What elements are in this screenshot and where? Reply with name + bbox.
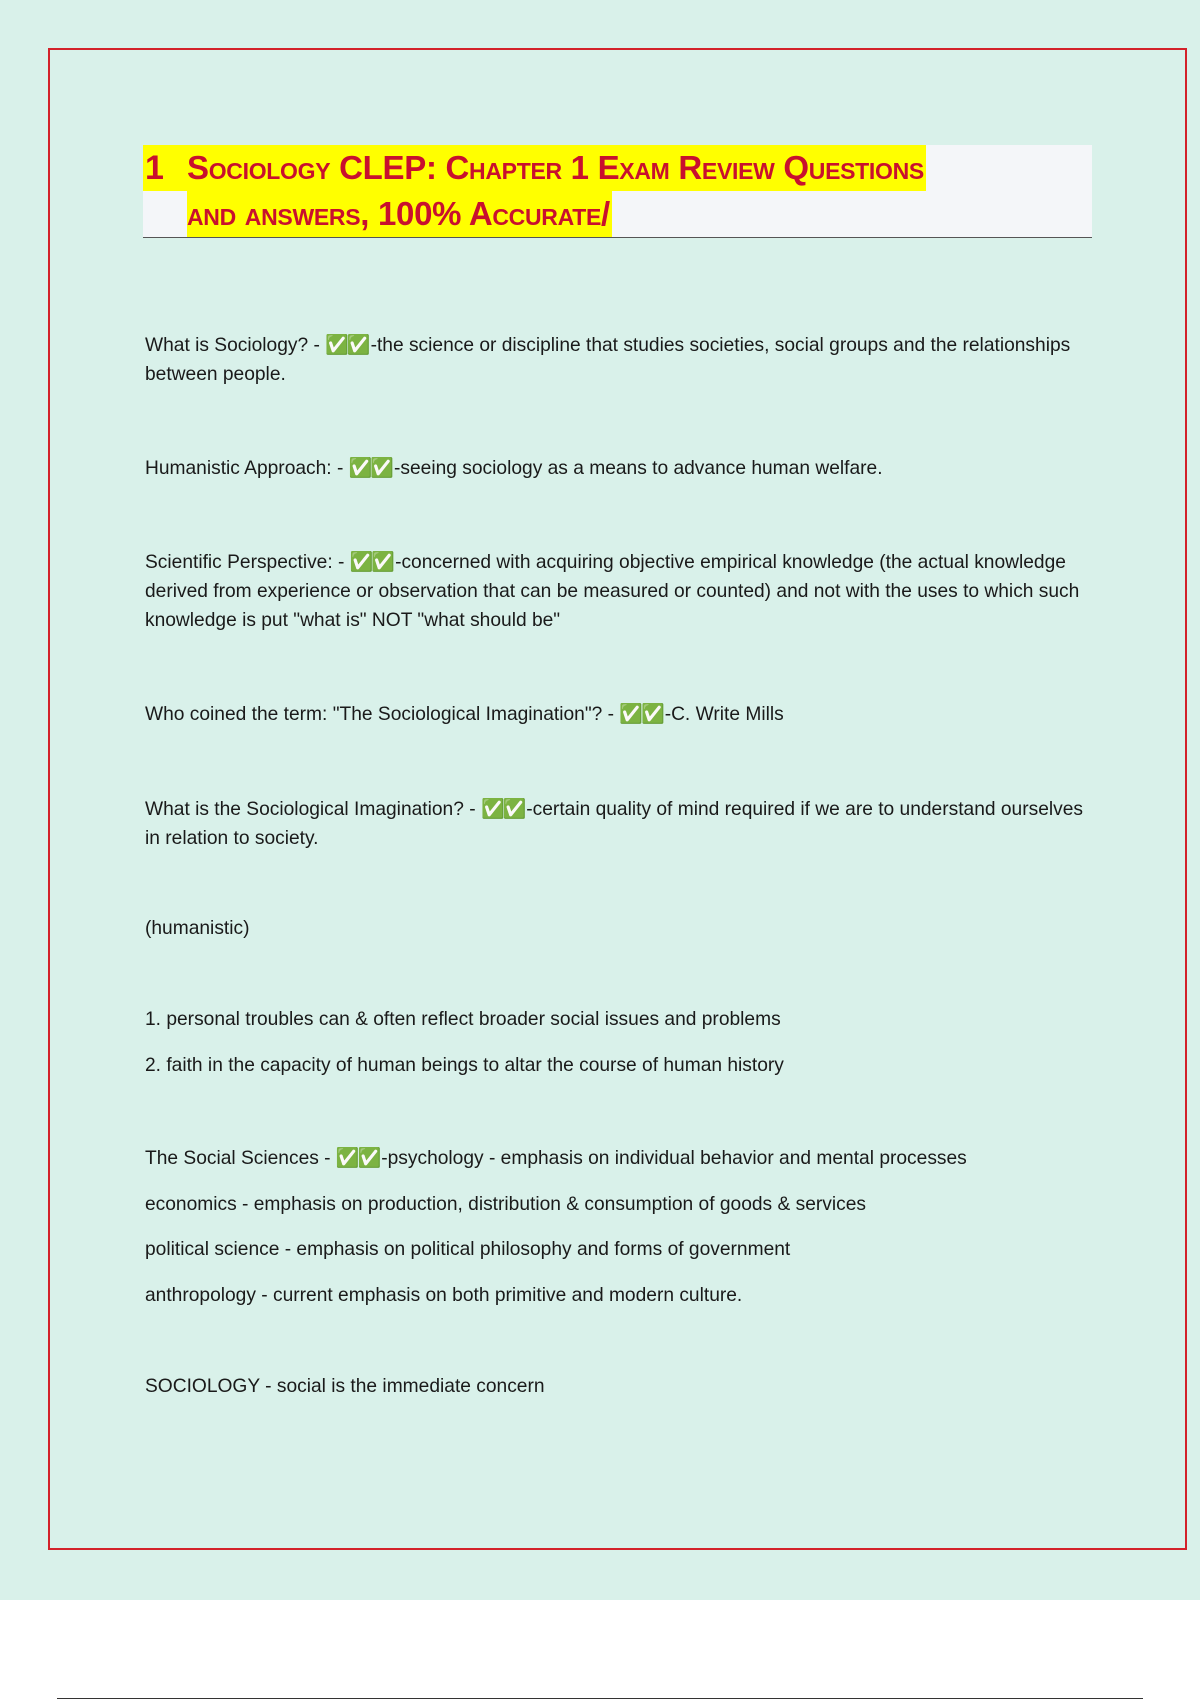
answer-text: -psychology - emphasis on individual behavior and mental processes	[381, 1148, 967, 1169]
document-title	[143, 145, 1092, 238]
entry-what-is-sociology	[145, 331, 1085, 389]
social-science-line: anthropology - current emphasis on both primitive and modern culture.	[145, 1285, 743, 1306]
question-text: What is Sociology? -	[145, 335, 326, 356]
entry-sociological-imagination	[145, 795, 1085, 853]
answer-text: -the science or discipline that studies societies, social groups and the relationships between people.	[145, 335, 1071, 385]
double-check-icon: ✅✅	[325, 335, 369, 356]
answer-text: -seeing sociology as a means to advance human welfare.	[394, 458, 883, 479]
entry-humanistic-approach	[145, 454, 1085, 483]
title-number: 1	[143, 145, 187, 191]
entry-scientific-perspective	[145, 548, 1085, 635]
double-check-icon: ✅✅	[335, 1148, 380, 1169]
question-text: The Social Sciences -	[145, 1148, 336, 1169]
entry-social-sciences	[145, 1144, 1085, 1173]
social-science-line: political science - emphasis on political philosophy and forms of government	[145, 1239, 791, 1260]
humanistic-label: (humanistic)	[145, 918, 250, 939]
double-check-icon: ✅✅	[619, 704, 663, 725]
question-text: Who coined the term: "The Sociological Imagination"? -	[145, 704, 620, 725]
list-item: 2. faith in the capacity of human beings to altar the course of human history	[145, 1055, 784, 1076]
question-text: Humanistic Approach: -	[145, 458, 349, 479]
answer-text: -certain quality of mind required if we are to understand ourselves in relation to society.	[145, 799, 1084, 849]
entry-who-coined	[145, 700, 1085, 729]
answer-text: -C. Write Mills	[664, 704, 784, 725]
title-line-2: and answers, 100% Accurate/	[187, 191, 612, 237]
question-text: What is the Sociological Imagination? -	[145, 799, 481, 820]
double-check-icon: ✅✅	[480, 799, 525, 820]
title-line-1: Sociology CLEP: Chapter 1 Exam Review Questions	[187, 145, 926, 191]
footer-rule	[57, 1698, 1143, 1699]
answer-text: -concerned with acquiring objective empirical knowledge (the actual knowledge derived from experience or observation that can be measured or counted) and not with the uses to which such knowledge is put "what is" NOT "what should be"	[145, 552, 1080, 631]
question-text: Scientific Perspective: -	[145, 552, 350, 573]
sociology-line: SOCIOLOGY - social is the immediate concern	[145, 1376, 545, 1397]
list-item: 1. personal troubles can & often reflect broader social issues and problems	[145, 1009, 781, 1030]
social-science-line: economics - emphasis on production, distribution & consumption of goods & services	[145, 1194, 866, 1215]
double-check-icon: ✅✅	[348, 458, 393, 479]
double-check-icon: ✅✅	[349, 552, 394, 573]
